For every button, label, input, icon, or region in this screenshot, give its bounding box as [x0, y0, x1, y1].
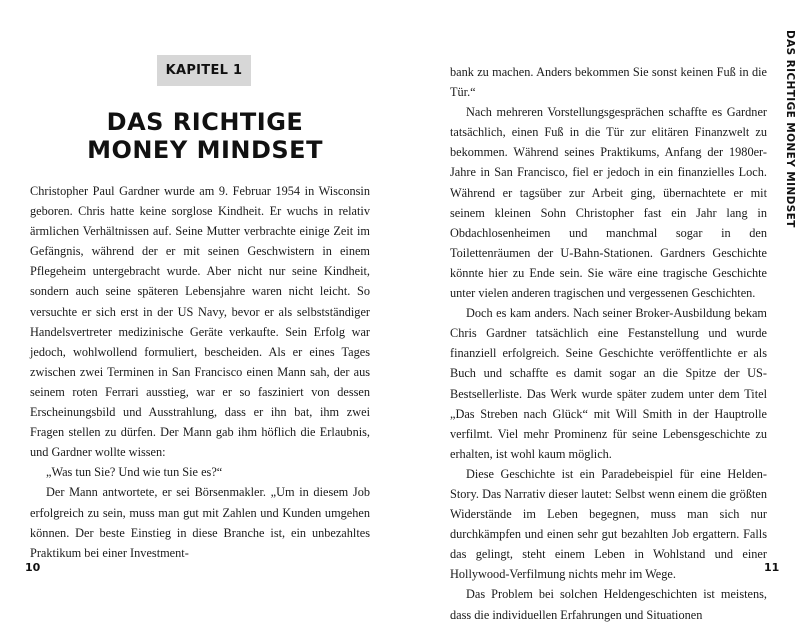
chapter-title	[40, 108, 370, 164]
paragraph: bank zu machen. Anders bekommen Sie sonst keinen Fuß in die Tür.“	[450, 65, 767, 100]
paragraph: Diese Geschichte ist ein Paradebeispiel für eine Helden-Story. Das Narrativ dieser lautet: Selbst wenn einem die größten Widerstände im Leben begegnen, muss man sich nur durchkämpfen und einen sehr gut bezahlten Job ergattern. Falls das gelingt, steht einem Leben in Wohlstand und einer Hollywood-Verfilmung nichts mehr im Wege.	[450, 466, 767, 582]
chapter-title-line-2: MONEY MINDSET	[87, 136, 323, 164]
left-page	[0, 0, 398, 600]
paragraph: „Was tun Sie? Und wie tun Sie es?“	[46, 465, 223, 480]
running-header	[782, 30, 796, 250]
running-header-text: DAS RICHTIGE MONEY MINDSET	[784, 30, 796, 228]
paragraph: Nach mehreren Vorstellungsgesprächen schaffte es Gardner tatsächlich, einen Fuß in die Tür zur elitären Finanzwelt zu bekommen. Während seines Praktikums, Anfang der 1980er-Jahre in San Francisco, fiel er jedoch in ein finanzielles Loch. Während er tagsüber zur Arbeit ging, übernachtete er mit seinem kleinen Sohn Christopher fast ein Jahr lang in Obdachlosenheimen und manchmal sogar in den Toilettenräumen der U-Bahn-Stationen. Gardners Geschichte könnte hier zu Ende sein. Sie wäre eine tragische Geschichte unter vielen anderen tragischen und vergessenen Geschichten.	[450, 105, 767, 301]
chapter-title-line-1: DAS RICHTIGE	[106, 108, 304, 136]
left-body-text	[30, 181, 370, 563]
right-page	[398, 0, 796, 622]
paragraph: Christopher Paul Gardner wurde am 9. Februar 1954 in Wisconsin geboren. Chris hatte keine sorglose Kindheit. Er wuchs in relativ ärmlichen Verhältnissen auf. Seine Mutter verbrachte einige Zeit im Gefängnis, während der er mit seinen Geschwistern in einem Pflegeheim untergebracht wurde. Aber nicht nur seine Kindheit, sondern auch seine späteren Lebensjahre waren nicht leicht. So versuchte er sich erst in der US Navy, bevor er als selbstständiger Handelsvertreter medizinische Geräte verkaufte. Sein Erfolg war jedoch, wohlwollend formuliert, bescheiden. Als er eines Tages zwischen zwei Terminen in San Francisco einen Mann sah, der aus seinem roten Ferrari ausstieg, war er so fasziniert von dessen Erscheinungsbild und Ausstrahlung, dass er ihn bat, ihm zwei Fragen stellen zu dürfen. Der Mann gab ihm höflich die Erlaubnis, und Gardner wollte wissen:	[30, 184, 370, 460]
paragraph: Das Problem bei solchen Heldengeschichten ist meistens, dass die individuellen Erfahrungen und Situationen	[450, 587, 767, 622]
paragraph: Der Mann antwortete, er sei Börsenmakler. „Um in diesem Job erfolgreich zu sein, muss man gut mit Zahlen und Kunden umgehen können. Der beste Einstieg in diese Branche ist, ein unbezahltes Praktikum bei einer Investment-	[30, 485, 370, 560]
page-number-left: 10	[25, 561, 41, 574]
chapter-label: KAPITEL 1	[157, 55, 251, 86]
paragraph: Doch es kam anders. Nach seiner Broker-Ausbildung bekam Chris Gardner tatsächlich eine Festanstellung und wurde finanziell erfolgreich. Seine Geschichte veröffentlichte er als Buch und schaffte es damit sogar an die Spitze der US-Bestsellerliste. Das Werk wurde später zudem unter dem Titel „Das Streben nach Glück“ mit Will Smith in der Hauptrolle verfilmt. Viel mehr Prominenz für seine Lebensgeschichte zu erhalten, ist wohl kaum möglich.	[450, 306, 767, 461]
page-number-right: 11	[764, 561, 780, 574]
right-body-text	[450, 62, 767, 625]
